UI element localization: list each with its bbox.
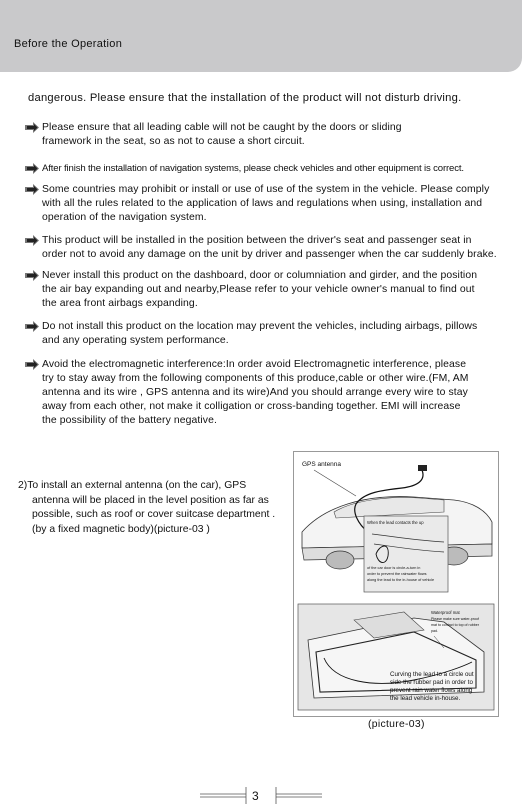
bullet-line: the possibility of the battery negative. [42, 415, 217, 426]
detail2-line: pad. [431, 629, 438, 633]
arrow-bullet-icon [24, 184, 40, 195]
bullet-item [24, 320, 512, 348]
antenna-section [18, 479, 290, 537]
bullet-line: antenna and its wire , GPS antenna and its wire)And you should arrange every wire to stay [42, 387, 468, 398]
bullet-line: operation of the navigation system. [42, 212, 207, 223]
bullet-line: order not to avoid any damage on the unit by driver and passenger when the car suddenly brake. [42, 249, 497, 260]
bullet-text [42, 358, 512, 428]
arrow-bullet-icon [24, 163, 40, 174]
detail1-line: along the lead to the in-house of vehicle [367, 578, 435, 582]
gps-label: GPS antenna [302, 461, 342, 468]
bullet-text [42, 121, 512, 149]
bullet-item [24, 234, 512, 262]
detail2-line: mat to contact to top of rubber [431, 623, 479, 627]
detail2-title: Waterproof mat [431, 610, 460, 615]
bullet-line: Do not install this product on the location may prevent the vehicles, including airbags, pillows [42, 321, 478, 332]
bullet-line: try to stay away from the following components of this produce,cable or other wire.(FM, AM [42, 373, 469, 384]
arrow-bullet-icon [24, 321, 40, 332]
bullet-line: Avoid the electromagnetic interference:In order avoid Electromagnetic interference, please [42, 359, 467, 370]
bullet-item [24, 121, 512, 149]
bullet-line: After finish the installation of navigation systems, please check vehicles and other equipment is correct. [42, 163, 464, 174]
bullet-text [42, 320, 512, 348]
bullet-text [42, 162, 512, 176]
bullet-text [42, 183, 512, 225]
bullet-item [24, 358, 512, 428]
bullet-line: and any operating system performance. [42, 335, 229, 346]
car-illustration [293, 451, 499, 717]
detail1-title: When the lead contacts the up [367, 520, 424, 525]
bullet-line: the area front airbags expanding. [42, 298, 198, 309]
antenna-line: 2)To install an external antenna (on the car), GPS [18, 480, 247, 491]
bullet-text [42, 269, 512, 311]
bullet-item [24, 183, 512, 225]
footer-rule [0, 782, 522, 809]
arrow-bullet-icon [24, 122, 40, 133]
intro-text: dangerous. Please ensure that the installation of the product will not disturb driving. [28, 92, 462, 104]
bullet-line: Please ensure that all leading cable will not be caught by the doors or sliding [42, 122, 402, 133]
bullet-line: away from each other, not make it colligation or cross-banding together. EMI will increase [42, 401, 461, 412]
detail2-line: Please make sure water-proof [431, 617, 479, 621]
arrow-bullet-icon [24, 359, 40, 370]
header-bar [0, 0, 522, 72]
section-title: Before the Operation [14, 38, 123, 50]
arrow-bullet-icon [24, 270, 40, 281]
bullet-line: framework in the seat, so as not to cause a short circuit. [42, 136, 305, 147]
figure-caption: (picture-03) [368, 719, 425, 730]
curve-note-line: Curving the lead to a circle out [390, 671, 474, 678]
antenna-line: (by a fixed magnetic body)(picture-03 ) [32, 523, 210, 535]
bullet-line: Never install this product on the dashboard, door or columniation and girder, and the position [42, 270, 478, 281]
car-diagram [294, 452, 498, 716]
curve-note-line: side the rubber pad in order to [390, 679, 473, 686]
bullet-line: with all the rules related to the application of laws and regulations when using, installation and [42, 198, 483, 209]
bullet-line: This product will be installed in the position between the driver's seat and passenger seat in [42, 235, 472, 246]
arrow-bullet-icon [24, 235, 40, 246]
detail1-line: of the car door is circle-a-turn in [367, 566, 421, 570]
antenna-puck [418, 465, 427, 471]
bullet-line: Some countries may prohibit or install or use of use of the system in the vehicle. Please comply [42, 184, 490, 195]
curve-note-line: the lead vehicle in-house. [390, 695, 461, 702]
antenna-line: possible, such as roof or cover suitcase department . [32, 509, 276, 520]
bullet-item [24, 269, 512, 311]
bullet-item [24, 162, 512, 176]
antenna-line: antenna will be placed in the level position as far as [32, 494, 269, 506]
bullet-text [42, 234, 512, 262]
page-number: 3 [252, 789, 259, 803]
bullet-line: the air bay expanding out and nearby,Please refer to your vehicle owner's manual to find out [42, 284, 475, 295]
curve-note-line: prevent rain water flows along [390, 687, 473, 694]
detail1-line: order to prevent the rainwater flows [367, 572, 427, 576]
